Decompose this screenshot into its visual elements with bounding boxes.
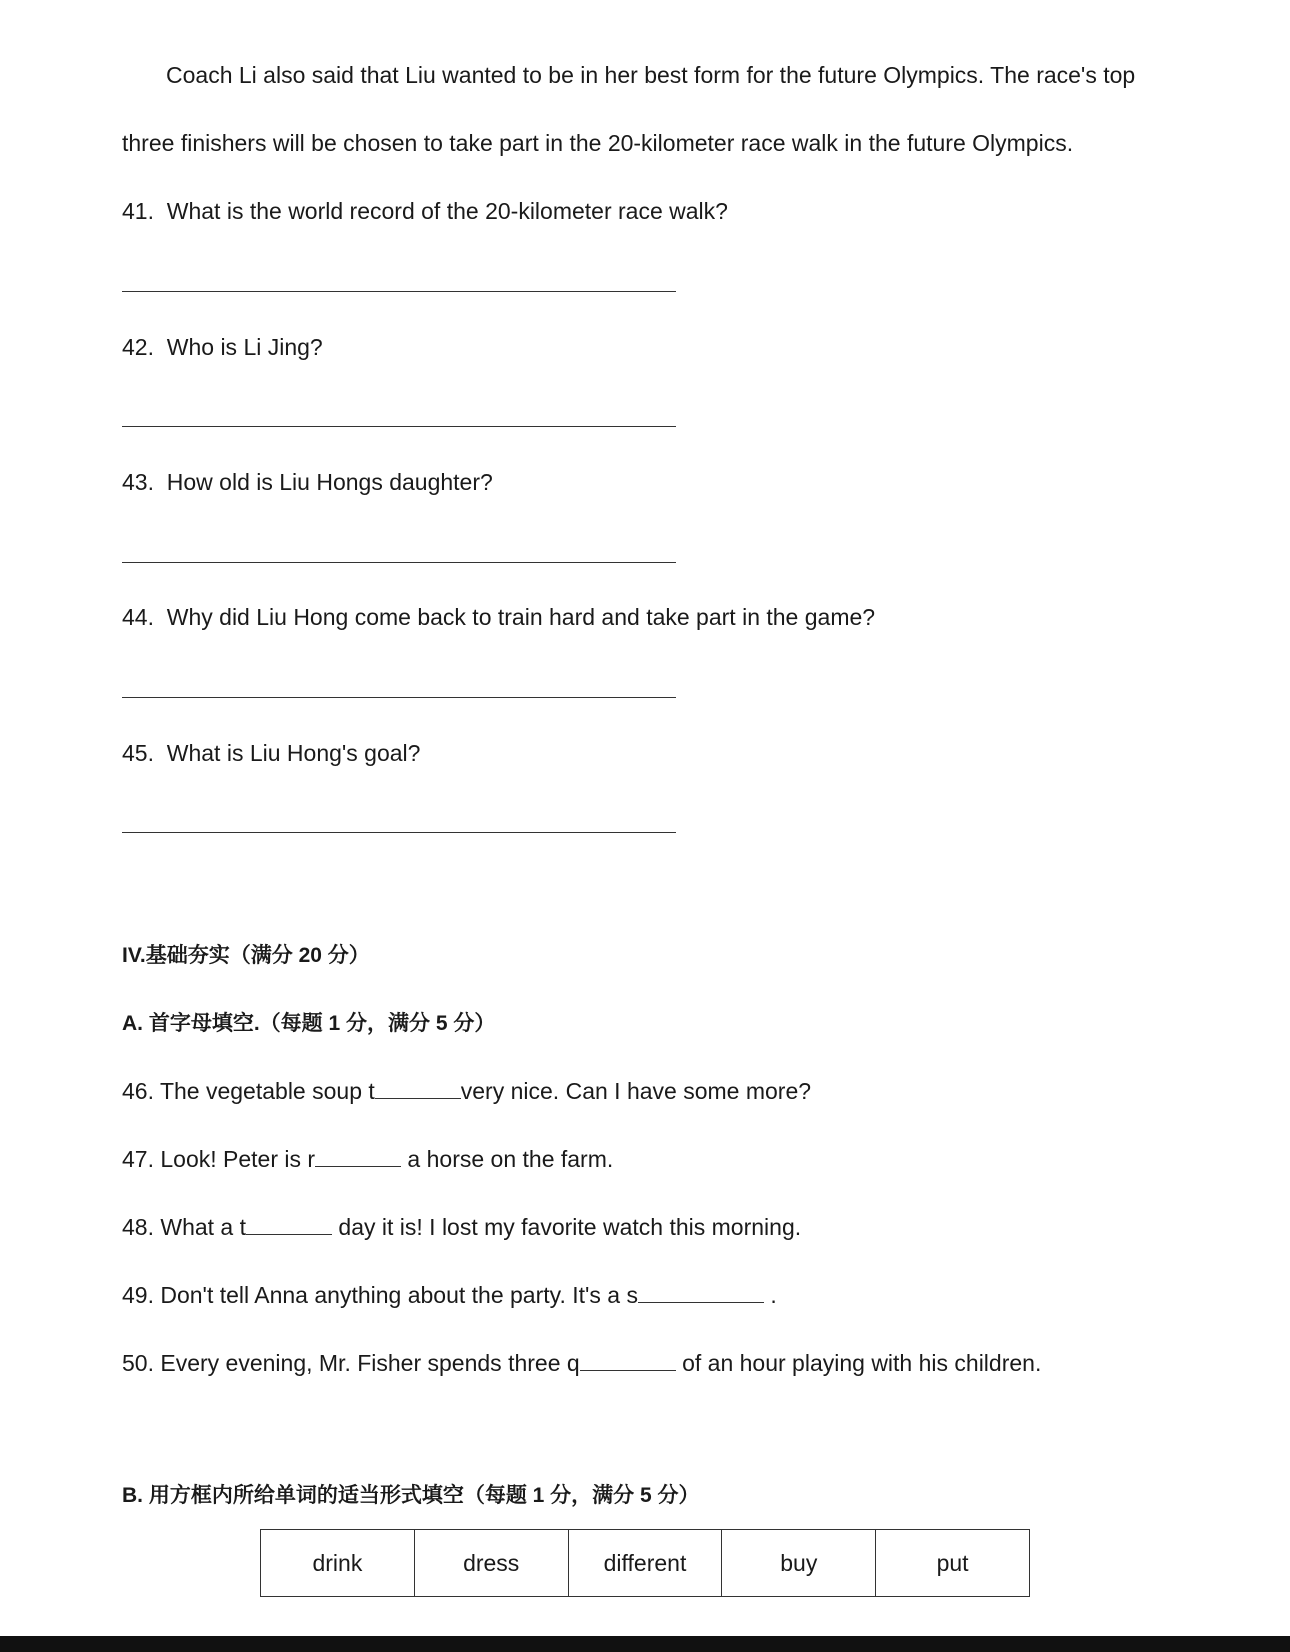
question-number: 43. (122, 469, 154, 495)
fill-blank[interactable] (375, 1076, 461, 1099)
fill-blank[interactable] (315, 1144, 401, 1167)
answer-line-44[interactable] (122, 697, 676, 698)
word-cell: buy (722, 1530, 876, 1596)
question-number: 42. (122, 334, 154, 360)
answer-line-45[interactable] (122, 832, 676, 833)
question-number: 44. (122, 604, 154, 630)
fill-blank[interactable] (246, 1212, 332, 1235)
word-cell: put (936, 1549, 969, 1576)
word-box (260, 1529, 1030, 1597)
item-49 (122, 1280, 777, 1310)
part-a-heading: A. 首字母填空.（每题 1 分，满分 5 分） (122, 1012, 496, 1035)
item-text-before: 46. The vegetable soup t (122, 1078, 375, 1104)
section-iv-heading: IV.基础夯实（满分 20 分） (122, 944, 370, 967)
question-text: What is Liu Hong's goal? (166, 740, 421, 766)
question-41 (122, 196, 728, 226)
question-number: 45. (122, 740, 154, 766)
word-cell: drink (261, 1530, 415, 1596)
question-text: Why did Liu Hong come back to train hard and take part in the game? (166, 604, 876, 630)
answer-line-43[interactable] (122, 562, 676, 563)
item-text-before: 50. Every evening, Mr. Fisher spends three q (122, 1350, 580, 1376)
answer-line-42[interactable] (122, 426, 676, 427)
answer-line-41[interactable] (122, 291, 676, 292)
item-text-after: very nice. Can I have some more? (460, 1078, 812, 1104)
question-text: How old is Liu Hongs daughter? (166, 469, 493, 495)
item-text-before: 48. What a t (122, 1214, 247, 1240)
question-text: Who is Li Jing? (166, 334, 323, 360)
question-44 (122, 602, 875, 632)
fill-blank[interactable] (638, 1280, 764, 1303)
question-number: 41. (122, 198, 154, 224)
item-47 (122, 1144, 613, 1174)
question-43 (122, 467, 493, 497)
question-45 (122, 738, 420, 768)
item-text-before: 49. Don't tell Anna anything about the party. It's a s (122, 1282, 638, 1308)
passage-line-2: three finishers will be chosen to take part in the 20-kilometer race walk in the future Olympics. (122, 130, 1074, 156)
passage-line-1: Coach Li also said that Liu wanted to be in her best form for the future Olympics. The race's top (166, 62, 1136, 88)
page-bottom-edge (0, 1636, 1290, 1652)
word-cell: dress (415, 1530, 569, 1596)
item-50 (122, 1348, 1041, 1378)
part-b-heading: B. 用方框内所给单词的适当形式填空（每题 1 分，满分 5 分） (122, 1484, 700, 1507)
item-46 (122, 1076, 811, 1106)
item-48 (122, 1212, 801, 1242)
item-text-after: of an hour playing with his children. (675, 1350, 1042, 1376)
question-42 (122, 332, 323, 362)
item-text-after: . (763, 1282, 777, 1308)
item-text-after: day it is! I lost my favorite watch this morning. (332, 1214, 802, 1240)
word-cell: different (569, 1530, 723, 1596)
fill-blank[interactable] (580, 1348, 676, 1371)
item-text-after: a horse on the farm. (401, 1146, 614, 1172)
item-text-before: 47. Look! Peter is r (122, 1146, 316, 1172)
question-text: What is the world record of the 20-kilometer race walk? (166, 198, 728, 224)
